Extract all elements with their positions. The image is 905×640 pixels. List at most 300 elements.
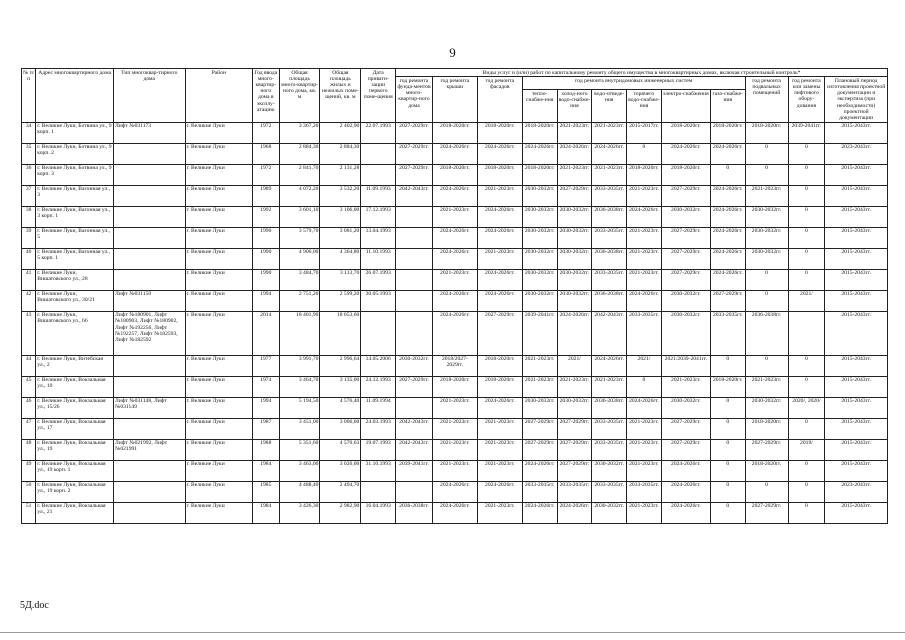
cell-hot-water: 2021-2023гг. bbox=[627, 185, 662, 206]
cell-heat: 2021-2023гг. bbox=[522, 355, 557, 376]
cell-year: 1990 bbox=[252, 227, 279, 248]
cell-privat-date: 22.07.1993 bbox=[361, 122, 396, 143]
cell-electric: 2024-2026гг. bbox=[661, 481, 710, 502]
cell-gas: 2018-2020гг. bbox=[710, 122, 745, 143]
housing-repair-table bbox=[21, 68, 888, 524]
cell-lift: 0 bbox=[788, 269, 825, 290]
cell-foundation bbox=[396, 206, 433, 227]
cell-facade: 2018-2020гг. bbox=[477, 164, 522, 185]
cell-num: 43 bbox=[22, 311, 36, 355]
cell-basement: 0 bbox=[745, 143, 788, 164]
cell-hot-water: 2021-2023гг. bbox=[627, 227, 662, 248]
cell-roof: 2024-2026гг. bbox=[432, 143, 477, 164]
cell-area-total: 3 463,00 bbox=[279, 460, 320, 481]
cell-num: 44 bbox=[22, 355, 36, 376]
cell-address: г. Великие Луки, Вагонная ул., 3 корп. 1 bbox=[36, 206, 114, 227]
cell-foundation: 2039-2041гг. bbox=[396, 460, 433, 481]
cell-privat-date bbox=[361, 481, 396, 502]
cell-plan: 2023-2043гг. bbox=[825, 481, 888, 502]
col-type: Тип многоквар-тирного дома bbox=[113, 69, 185, 123]
cell-facade: 2024-2026гг. bbox=[477, 269, 522, 290]
cell-district: г. Великие Луки bbox=[185, 143, 252, 164]
cell-facade: 2021-2023гг. bbox=[477, 439, 522, 460]
cell-hot-water: 0 bbox=[627, 376, 662, 397]
cell-area-total: 2 884,30 bbox=[279, 143, 320, 164]
table-row bbox=[22, 481, 888, 502]
cell-foundation bbox=[396, 397, 433, 418]
footer-filename: 5Д.doc bbox=[20, 600, 49, 611]
cell-area-total: 3 484,70 bbox=[279, 269, 320, 290]
col-year: Год ввода много-квартир-ного дома в эксплу-атацию bbox=[252, 69, 279, 123]
cell-hot-water: 2021-2023гг. bbox=[627, 502, 662, 523]
cell-roof: 2021-2023гг. bbox=[432, 418, 477, 439]
cell-num: 39 bbox=[22, 227, 36, 248]
cell-electric: 2027-2029гг. bbox=[661, 269, 710, 290]
cell-privat-date: 11.09.1994 bbox=[361, 397, 396, 418]
cell-address: г. Великие Луки, Вишатовского ул., 30/21 bbox=[36, 290, 114, 311]
cell-electric: 2021/2039-2041гг. bbox=[661, 355, 710, 376]
cell-electric: 2024-2026гг. bbox=[661, 143, 710, 164]
cell-num: 51 bbox=[22, 502, 36, 523]
cell-electric: 2030-2032гг. bbox=[661, 397, 710, 418]
cell-address: г. Великие Луки, Вагонная ул., 5 корп. 1 bbox=[36, 248, 114, 269]
cell-plan: 2015-2043гг. bbox=[825, 164, 888, 185]
cell-heat: 2027-2029гг. bbox=[522, 439, 557, 460]
cell-privat-date: 24.12.1993 bbox=[361, 376, 396, 397]
table-row bbox=[22, 397, 888, 418]
cell-year: 1990 bbox=[252, 269, 279, 290]
cell-foundation bbox=[396, 481, 433, 502]
cell-heat: 2030-2032гг. bbox=[522, 206, 557, 227]
cell-drain: 2033-2035гг. bbox=[592, 227, 627, 248]
cell-year: 1994 bbox=[252, 290, 279, 311]
cell-area-living: 3 532,20 bbox=[320, 185, 361, 206]
col-works-group: Виды услуг и (или) работ по капитальному ремонту общего имущества в многоквартирных домах, включая строительный контроль* bbox=[396, 69, 888, 77]
cell-address: г. Великие Луки, Вокзальная ул., 19 корп. 2 bbox=[36, 481, 114, 502]
cell-address: г. Великие Луки, Вишатовского ул., 28 bbox=[36, 269, 114, 290]
cell-basement: 2030-2032гг. bbox=[745, 248, 788, 269]
cell-lift: 0 bbox=[788, 481, 825, 502]
cell-hot-water: 2021/ bbox=[627, 355, 662, 376]
cell-plan: 2015-2043гг. bbox=[825, 269, 888, 290]
cell-facade: 2021-2023гг. bbox=[477, 502, 522, 523]
cell-address: г. Великие Луки, Вокзальная ул., 15/26 bbox=[36, 397, 114, 418]
cell-facade: 2024-2026гг. bbox=[477, 481, 522, 502]
cell-year: 1987 bbox=[252, 418, 279, 439]
cell-roof: 2021-2023гг. bbox=[432, 206, 477, 227]
cell-plan: 2015-2043гг. bbox=[825, 355, 888, 376]
table-row bbox=[22, 502, 888, 523]
cell-address: г. Великие Луки, Вокзальная ул., 21 bbox=[36, 502, 114, 523]
cell-electric: 2030-2032гг. bbox=[661, 206, 710, 227]
cell-basement: 2030-2032гг. bbox=[745, 206, 788, 227]
table-row bbox=[22, 269, 888, 290]
cell-lift: 2021/ bbox=[788, 290, 825, 311]
cell-area-total: 3 991,70 bbox=[279, 355, 320, 376]
cell-cold-water: 2027-2029гг. bbox=[557, 439, 592, 460]
cell-plan: 2015-2043гг. bbox=[825, 227, 888, 248]
cell-cold-water: 2024-2026гг. bbox=[557, 311, 592, 355]
cell-hot-water: 2021-2023гг. bbox=[627, 439, 662, 460]
cell-area-total: 3 426,30 bbox=[279, 502, 320, 523]
cell-gas: 2018-2020гг. bbox=[710, 376, 745, 397]
cell-year: 1988 bbox=[252, 439, 279, 460]
cell-lift bbox=[788, 311, 825, 355]
cell-drain: 2036-2038гг. bbox=[592, 290, 627, 311]
cell-address: г. Великие Луки, Ботвина ул., 9 корп. 1 bbox=[36, 122, 114, 143]
cell-type: Лифт №031150 bbox=[113, 290, 185, 311]
cell-area-living: 4 364,80 bbox=[320, 248, 361, 269]
cell-address: г. Великие Луки, Вокзальная ул., 19 bbox=[36, 439, 114, 460]
cell-electric: 2027-2029гг. bbox=[661, 185, 710, 206]
cell-area-living: 3 113,70 bbox=[320, 269, 361, 290]
cell-drain: 2033-2035гг. bbox=[592, 418, 627, 439]
cell-basement: 2018-2020гг. bbox=[745, 122, 788, 143]
cell-drain: 2021-2023гг. bbox=[592, 122, 627, 143]
cell-plan: 2015-2043гг. bbox=[825, 418, 888, 439]
cell-address: г. Великие Луки, Вишатовского ул., 66 bbox=[36, 311, 114, 355]
cell-year: 1989 bbox=[252, 185, 279, 206]
col-heat: тепло-снабже-ния bbox=[522, 90, 557, 123]
cell-basement: 2027-2029гг. bbox=[745, 502, 788, 523]
cell-foundation: 2030-2032гг. bbox=[396, 355, 433, 376]
cell-lift: 0 bbox=[788, 355, 825, 376]
cell-type: Лифт №031148, Лифт №031149 bbox=[113, 397, 185, 418]
cell-roof: 2024-2026гг. bbox=[432, 227, 477, 248]
cell-roof: 2021-2023гг. bbox=[432, 397, 477, 418]
cell-gas: 0 bbox=[710, 397, 745, 418]
cell-hot-water: 2021-2023гг. bbox=[627, 418, 662, 439]
col-drain: водо-отведе-ния bbox=[592, 90, 627, 123]
cell-cold-water: 2030-2032гг. bbox=[557, 269, 592, 290]
cell-roof: 2021-2023гг. bbox=[432, 460, 477, 481]
cell-area-living: 4 576,40 bbox=[320, 397, 361, 418]
cell-year: 2014 bbox=[252, 311, 279, 355]
table-header bbox=[22, 69, 888, 123]
cell-type bbox=[113, 248, 185, 269]
cell-hot-water: 2033-2035гг. bbox=[627, 311, 662, 355]
cell-gas: 0 bbox=[710, 460, 745, 481]
cell-privat-date: 30.05.1993 bbox=[361, 290, 396, 311]
cell-type bbox=[113, 418, 185, 439]
cell-area-living: 3 006,60 bbox=[320, 418, 361, 439]
cell-roof: 2024-2026гг. bbox=[432, 185, 477, 206]
cell-basement: 0 bbox=[745, 355, 788, 376]
cell-area-total: 4 488,40 bbox=[279, 481, 320, 502]
cell-district: г. Великие Луки bbox=[185, 269, 252, 290]
col-electric: электро-снабжения bbox=[661, 90, 710, 123]
cell-district: г. Великие Луки bbox=[185, 248, 252, 269]
cell-electric: 2030-2032гг. bbox=[661, 290, 710, 311]
cell-cold-water: 2033-2035гг. bbox=[557, 481, 592, 502]
cell-gas: 2024-2026гг. bbox=[710, 185, 745, 206]
col-gas: газо-снабже-ния bbox=[710, 90, 745, 123]
cell-area-living: 2 982,90 bbox=[320, 502, 361, 523]
cell-basement: 0 bbox=[745, 269, 788, 290]
cell-type bbox=[113, 164, 185, 185]
table-row bbox=[22, 439, 888, 460]
cell-electric: 2027-2029гг. bbox=[661, 227, 710, 248]
col-num: № п/п bbox=[22, 69, 36, 123]
cell-heat: 2024-2026гг. bbox=[522, 502, 557, 523]
cell-num: 41 bbox=[22, 269, 36, 290]
cell-cold-water: 2030-2032гг. bbox=[557, 290, 592, 311]
cell-privat-date bbox=[361, 311, 396, 355]
cell-facade: 2018-2020гг. bbox=[477, 122, 522, 143]
cell-gas: 2024-2026гг. bbox=[710, 206, 745, 227]
cell-drain: 2036-2038гг. bbox=[592, 397, 627, 418]
cell-electric: 2018-2020гг. bbox=[661, 164, 710, 185]
cell-heat: 2039-2041гг. bbox=[522, 311, 557, 355]
cell-address: г. Великие Луки, Вокзальная ул., 17 bbox=[36, 418, 114, 439]
cell-gas: 2024-2026гг. bbox=[710, 248, 745, 269]
cell-heat: 2033-2035гг. bbox=[522, 481, 557, 502]
cell-roof: 2024-2026гг. bbox=[432, 481, 477, 502]
cell-lift: 0 bbox=[788, 227, 825, 248]
col-cold-water: холод-ного водо-снабже-ния bbox=[557, 90, 592, 123]
cell-heat: 2030-2032гг. bbox=[522, 397, 557, 418]
cell-privat-date bbox=[361, 164, 396, 185]
table-row bbox=[22, 355, 888, 376]
cell-heat: 2021-2023гг. bbox=[522, 376, 557, 397]
cell-roof: 2018-2020гг. bbox=[432, 376, 477, 397]
cell-drain: 2036-2038гг. bbox=[592, 206, 627, 227]
cell-basement: 2021-2023гг. bbox=[745, 185, 788, 206]
cell-facade: 2021-2023гг. bbox=[477, 185, 522, 206]
cell-foundation: 2042-2043гг. bbox=[396, 439, 433, 460]
cell-cold-water: 2027-2029гг. bbox=[557, 460, 592, 481]
cell-basement: 2030-2032гг. bbox=[745, 227, 788, 248]
cell-cold-water: 2027-2029гг. bbox=[557, 418, 592, 439]
col-privat-date: Дата привати-зации первого поме-щения bbox=[361, 69, 396, 123]
cell-lift: 0 bbox=[788, 460, 825, 481]
cell-area-total: 18 401,90 bbox=[279, 311, 320, 355]
cell-foundation: 2042-2043гг. bbox=[396, 185, 433, 206]
cell-privat-date: 11.09.1993 bbox=[361, 185, 396, 206]
cell-district: г. Великие Луки bbox=[185, 227, 252, 248]
cell-address: г. Великие Луки, Вагонная ул., 3 bbox=[36, 185, 114, 206]
cell-district: г. Великие Луки bbox=[185, 439, 252, 460]
table-row bbox=[22, 164, 888, 185]
cell-type bbox=[113, 502, 185, 523]
cell-lift: 2039-2041гг. bbox=[788, 122, 825, 143]
cell-district: г. Великие Луки bbox=[185, 290, 252, 311]
cell-area-living: 2 599,20 bbox=[320, 290, 361, 311]
cell-basement: 0 bbox=[745, 481, 788, 502]
cell-foundation bbox=[396, 290, 433, 311]
cell-address: г. Великие Луки, Вокзальная ул., 19 корп. 1 bbox=[36, 460, 114, 481]
table-body bbox=[22, 122, 888, 523]
cell-year: 1990 bbox=[252, 248, 279, 269]
cell-hot-water: 2021-2023гг. bbox=[627, 248, 662, 269]
cell-facade: 2018-2020гг. bbox=[477, 355, 522, 376]
cell-facade: 2024-2026гг. bbox=[477, 290, 522, 311]
col-area-living: Общая площадь жилых и нежилых поме-щений, кв. м bbox=[320, 69, 361, 123]
cell-num: 47 bbox=[22, 418, 36, 439]
cell-drain: 2021-2023гг. bbox=[592, 164, 627, 185]
cell-lift: 2019/ bbox=[788, 439, 825, 460]
cell-type bbox=[113, 481, 185, 502]
cell-plan: 2015-2043гг. bbox=[825, 185, 888, 206]
cell-roof: 2018-2020гг. bbox=[432, 164, 477, 185]
cell-electric: 2024-2026гг. bbox=[661, 502, 710, 523]
cell-area-living: 3 135,00 bbox=[320, 376, 361, 397]
cell-num: 34 bbox=[22, 122, 36, 143]
cell-year: 1977 bbox=[252, 355, 279, 376]
cell-type bbox=[113, 185, 185, 206]
cell-heat: 2030-2032гг. bbox=[522, 185, 557, 206]
cell-roof: 2024-2026гг. bbox=[432, 502, 477, 523]
table-row bbox=[22, 206, 888, 227]
cell-hot-water: 2024-2026гг. bbox=[627, 397, 662, 418]
cell-foundation: 2036-2038гг. bbox=[396, 502, 433, 523]
cell-lift: 0 bbox=[788, 418, 825, 439]
cell-gas: 0 bbox=[710, 418, 745, 439]
cell-cold-water: 2021/ bbox=[557, 355, 592, 376]
cell-area-total: 3 367,20 bbox=[279, 122, 320, 143]
cell-cold-water: 2024-2026гг. bbox=[557, 143, 592, 164]
cell-heat: 2030-2032гг. bbox=[522, 269, 557, 290]
cell-gas: 2027-2029гг. bbox=[710, 290, 745, 311]
cell-num: 49 bbox=[22, 460, 36, 481]
page-edge-rule bbox=[0, 632, 905, 633]
cell-gas: 2033-2035гг. bbox=[710, 311, 745, 355]
cell-electric: 2030-2032гг. bbox=[661, 311, 710, 355]
cell-facade: 2024-2026гг. bbox=[477, 227, 522, 248]
cell-year: 1984 bbox=[252, 502, 279, 523]
cell-gas: 2024-2026гг. bbox=[710, 269, 745, 290]
cell-area-total: 4 906,00 bbox=[279, 248, 320, 269]
cell-roof: 2021-2023гг. bbox=[432, 269, 477, 290]
cell-hot-water: 2018-2020гг. bbox=[627, 164, 662, 185]
col-area-total: Общая площадь много-квартир-ного дома, кв. м bbox=[279, 69, 320, 123]
cell-area-total: 3 464,70 bbox=[279, 376, 320, 397]
cell-privat-date: 11.10.1993 bbox=[361, 248, 396, 269]
col-hot-water: горячего водо-снабже-ния bbox=[627, 90, 662, 123]
cell-num: 35 bbox=[22, 143, 36, 164]
cell-foundation: 2027-2029гг. bbox=[396, 376, 433, 397]
table-row bbox=[22, 143, 888, 164]
cell-district: г. Великие Луки bbox=[185, 397, 252, 418]
cell-area-living: 3 081,20 bbox=[320, 227, 361, 248]
cell-basement: 2018-2020гг. bbox=[745, 418, 788, 439]
cell-num: 45 bbox=[22, 376, 36, 397]
cell-hot-water: 2021-2023гг. bbox=[627, 269, 662, 290]
cell-num: 40 bbox=[22, 248, 36, 269]
cell-privat-date: 16.04.1993 bbox=[361, 502, 396, 523]
cell-num: 37 bbox=[22, 185, 36, 206]
cell-heat: 2030-2032гг. bbox=[522, 290, 557, 311]
cell-type bbox=[113, 269, 185, 290]
cell-year: 1992 bbox=[252, 206, 279, 227]
cell-heat: 2024-2026гг. bbox=[522, 460, 557, 481]
cell-privat-date: 14.05.2006 bbox=[361, 355, 396, 376]
cell-facade: 2027-2029гг. bbox=[477, 311, 522, 355]
cell-gas: 0 bbox=[710, 502, 745, 523]
cell-area-living: 4 570,63 bbox=[320, 439, 361, 460]
cell-gas: 2024-2026гг. bbox=[710, 227, 745, 248]
cell-num: 38 bbox=[22, 206, 36, 227]
cell-num: 42 bbox=[22, 290, 36, 311]
cell-year: 1968 bbox=[252, 143, 279, 164]
cell-lift: 0 bbox=[788, 376, 825, 397]
cell-foundation: 2042-2043гг. bbox=[396, 418, 433, 439]
cell-electric: 2027-2029гг. bbox=[661, 248, 710, 269]
cell-year: 1985 bbox=[252, 481, 279, 502]
cell-drain: 2033-2035гг. bbox=[592, 481, 627, 502]
cell-cold-water: 2024-2026гг. bbox=[557, 502, 592, 523]
cell-year: 1974 bbox=[252, 376, 279, 397]
cell-address: г. Великие Луки, Ботвина ул., 9 корп. 3 bbox=[36, 164, 114, 185]
cell-foundation bbox=[396, 311, 433, 355]
cell-plan: 2015-2043гг. bbox=[825, 502, 888, 523]
cell-type bbox=[113, 355, 185, 376]
cell-cold-water: 2021-2023гг. bbox=[557, 122, 592, 143]
cell-address: г. Великие Луки, Витебская ул., 2 bbox=[36, 355, 114, 376]
cell-district: г. Великие Луки bbox=[185, 185, 252, 206]
cell-district: г. Великие Луки bbox=[185, 418, 252, 439]
cell-num: 48 bbox=[22, 439, 36, 460]
cell-privat-date: 13.04.1993 bbox=[361, 227, 396, 248]
cell-type bbox=[113, 376, 185, 397]
cell-roof: 2021-2023гг. bbox=[432, 439, 477, 460]
cell-heat: 2030-2032гг. bbox=[522, 248, 557, 269]
cell-privat-date bbox=[361, 143, 396, 164]
cell-plan: 2015-2043гг. bbox=[825, 376, 888, 397]
cell-facade: 2024-2026гг. bbox=[477, 397, 522, 418]
cell-plan: 2015-2043гг. bbox=[825, 439, 888, 460]
cell-plan: 2023-2043гг. bbox=[825, 143, 888, 164]
cell-area-living: 18 053,60 bbox=[320, 311, 361, 355]
cell-drain: 2042-2043гг. bbox=[592, 311, 627, 355]
table-row bbox=[22, 311, 888, 355]
cell-foundation bbox=[396, 248, 433, 269]
table-row bbox=[22, 227, 888, 248]
cell-lift: 0 bbox=[788, 206, 825, 227]
cell-roof: 2018-2020гг. bbox=[432, 122, 477, 143]
cell-hot-water: 0 bbox=[627, 143, 662, 164]
cell-facade: 2021-2023гг. bbox=[477, 460, 522, 481]
cell-district: г. Великие Луки bbox=[185, 355, 252, 376]
cell-type: Лифт №021992, Лифт №021991 bbox=[113, 439, 185, 460]
cell-facade: 2024-2026гг. bbox=[477, 206, 522, 227]
table-row bbox=[22, 418, 888, 439]
col-roof: год ремонта крыши bbox=[432, 77, 477, 122]
cell-gas: 0 bbox=[710, 355, 745, 376]
cell-gas: 0 bbox=[710, 481, 745, 502]
cell-electric: 2021-2023гг. bbox=[661, 376, 710, 397]
cell-electric: 2024-2026гг. bbox=[661, 460, 710, 481]
cell-basement: 2018-2020гг. bbox=[745, 460, 788, 481]
cell-num: 50 bbox=[22, 481, 36, 502]
cell-electric: 2027-2029гг. bbox=[661, 418, 710, 439]
cell-drain: 2021-2023гг. bbox=[592, 376, 627, 397]
cell-area-total: 2 841,70 bbox=[279, 164, 320, 185]
cell-district: г. Великие Луки bbox=[185, 122, 252, 143]
cell-num: 36 bbox=[22, 164, 36, 185]
cell-gas: 0 bbox=[710, 164, 745, 185]
col-lift: год ремонта или замены лифтового обору-дования bbox=[788, 77, 825, 122]
cell-address: г. Великие Луки, Вокзальная ул., 10 bbox=[36, 376, 114, 397]
cell-drain: 2033-2035гг. bbox=[592, 185, 627, 206]
cell-basement: 0 bbox=[745, 164, 788, 185]
cell-heat: 2018-2020гг. bbox=[522, 122, 557, 143]
cell-privat-date: 26.07.1993 bbox=[361, 269, 396, 290]
table-row bbox=[22, 185, 888, 206]
cell-cold-water: 2030-2032гг. bbox=[557, 397, 592, 418]
cell-foundation: 2027-2029гг. bbox=[396, 143, 433, 164]
cell-drain: 2024-2026гг. bbox=[592, 143, 627, 164]
